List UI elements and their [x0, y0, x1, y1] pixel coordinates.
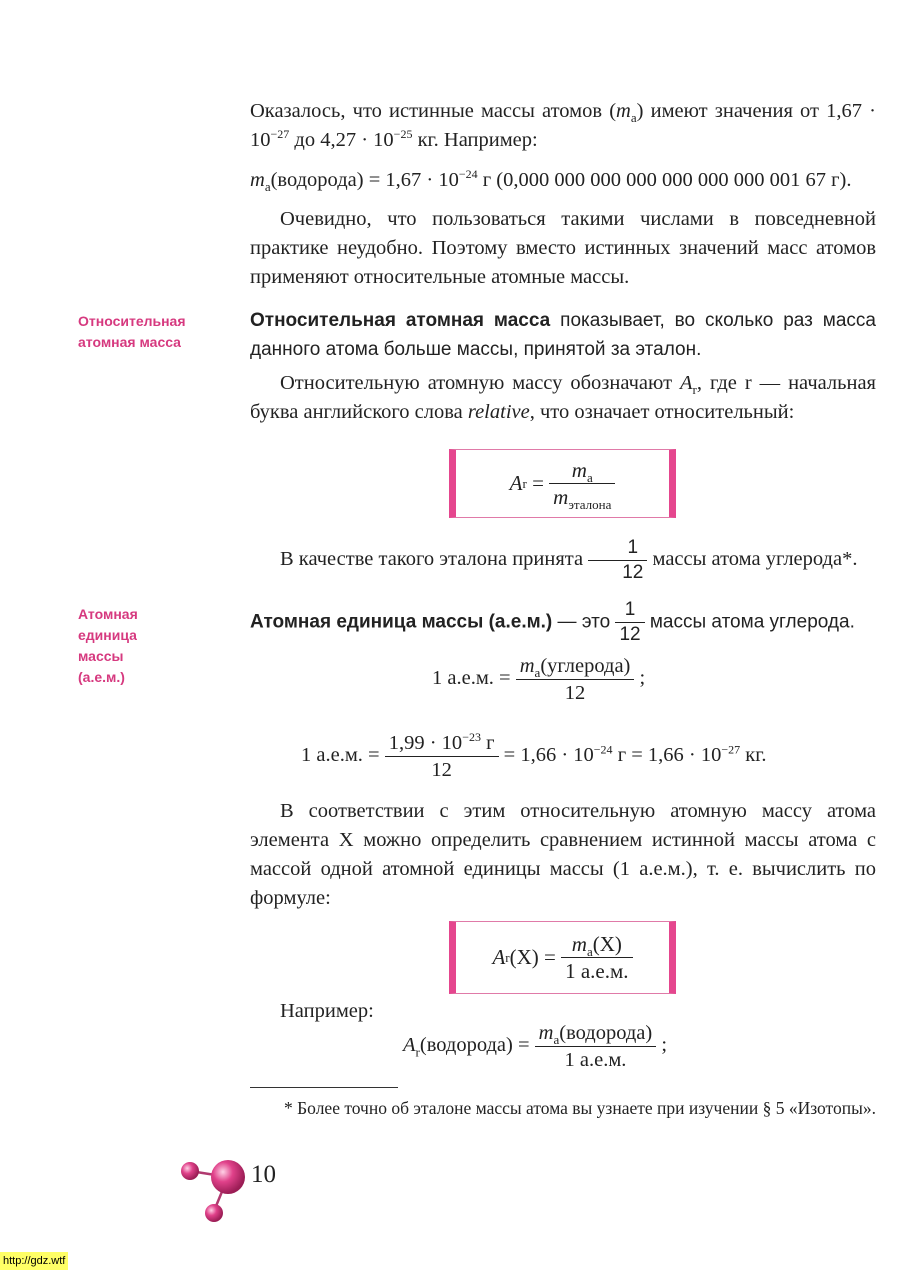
- paragraph-true-masses: Оказалось, что истинные массы атомов $(m_а)$ имеют значения от $1,67 \cdot 10^{-27}$ до $4,27 \cdot 10^{-25}$ кг. Например:: [250, 100, 876, 151]
- equation-amu-definition: 1 а.е.м. = $\frac{m_а(углерода)}{12}$ ;: [432, 655, 646, 704]
- page-number: 10: [251, 1161, 276, 1188]
- definition-relative-atomic-mass: Относительная атомная масса показывает, во сколько раз масса данного атома больше массы, принятой за эталон.: [250, 310, 876, 360]
- paragraph-standard: В качестве такого эталона принята $\frac{1}{12}$ массы атома углерода*.: [280, 537, 858, 583]
- equation-hydrogen-mass: $m_а(водорода) = 1,67 \cdot 10^{-24}$ г (0,000 000 000 000 000 000 000 001 67 г).: [250, 167, 852, 195]
- paragraph-notation: Относительную атомную массу обозначают $A_r$, где r — начальная буква английского слова relative, что означает относительный:: [250, 372, 876, 423]
- margin-term-atomic-mass-unit: Атомная единица массы (а.е.м.): [78, 606, 138, 685]
- fraction-one-twelfth-def: $\frac{1}{12}$: [615, 599, 644, 646]
- formula-box-element-x: A r (X) = $\frac{m_а(X)}{1 а.е.м.}$: [449, 921, 676, 994]
- footnote-isotopes: * Более точно об эталоне массы атома вы узнаете при изучении § 5 «Изотопы».: [284, 1098, 876, 1118]
- fraction-one-twelfth: $\frac{1}{12}$: [588, 537, 647, 584]
- watermark-link[interactable]: http://gdz.wtf: [0, 1252, 68, 1270]
- equation-amu-value: 1 а.е.м. = $\frac{1,99 \cdot 10^{-23} г}{12}$ = $1,66 \cdot 10^{-24}$ $г = 1,66 \cdot 10^{-27}$ кг.: [301, 730, 767, 781]
- fraction-carbon-mass: $\frac{m_а(углерода)}{12}$: [516, 654, 635, 705]
- fraction-mass-over-standard: $\frac{m_а}{m_{эталона}}$: [549, 458, 615, 509]
- molecule-icon: [176, 1155, 251, 1227]
- formula-box-relative-mass: A r = $\frac{m_а}{m_{эталона}}$: [449, 449, 676, 518]
- paragraph-formula-intro: В соответствии с этим относительную атомную массу атома элемента X можно определить сравнением истинной массы атома с массой одной атомной единицы массы (1 а.е.м.), т. е. вычислить по формуле:: [250, 800, 876, 909]
- footnote-rule: [250, 1087, 398, 1088]
- paragraph-example: Например:: [280, 1000, 374, 1022]
- fraction-carbon-grams: $\frac{1,99 \cdot 10^{-23} г}{12}$: [385, 731, 499, 782]
- definition-atomic-mass-unit: Атомная единица массы (а.е.м.) — это $\frac{1}{12}$ массы атома углерода.: [250, 599, 855, 645]
- fraction-x-over-amu: $\frac{m_а(X)}{1 а.е.м.}$: [561, 932, 632, 983]
- paragraph-inconvenient: Очевидно, что пользоваться такими числами в повседневной практике неудобно. Поэтому вместо истинных значений масс атомов применяют относительные атомные массы.: [250, 208, 876, 288]
- margin-term-relative-atomic-mass: Относительная атомная масса: [78, 313, 186, 350]
- fraction-hydrogen-over-amu: $\frac{m_а(водорода)}{1 а.е.м.}$: [535, 1021, 657, 1072]
- equation-hydrogen-relative: $A_r(водорода)$ = $\frac{m_а(водорода)}{1 а.е.м.}$ ;: [403, 1022, 668, 1071]
